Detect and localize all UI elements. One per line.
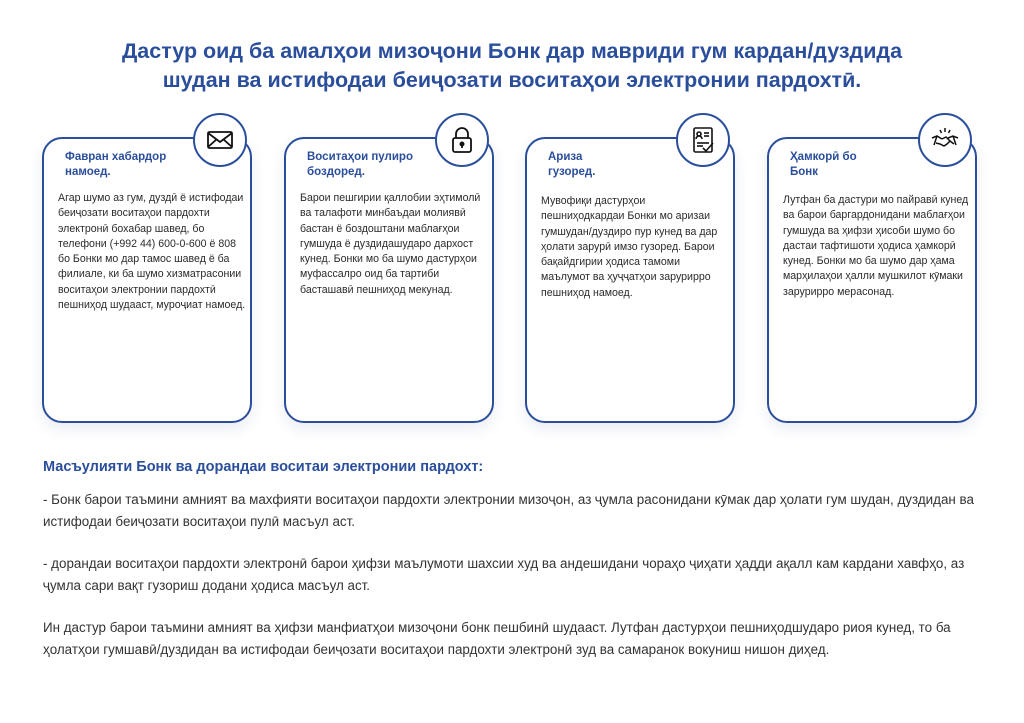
card-body: Барои пешгирии қаллобии эҳтимолӣ ва талафоти минбаъдаи молиявӣ бастан ё боздоштани маблағҳои гумшуда ё дуздидашударо дархост кунед. Бонки мо ба шумо дастурҳои муфассалро оид ба тартиби басташавӣ пешниҳод мекунад. xyxy=(300,192,481,296)
page-title xyxy=(40,37,984,95)
paragraph-summary: Ин дастур барои таъмини амният ва ҳифзи манфиатҳои мизоҷони бонк пешбинӣ шудааст. Лутфан дастурҳои пешниҳодшударо риоя кунед, то ба ҳолатҳои гумшавӣ/дуздидан ва истифодаи беиҷозати воситаҳои пардохти электронӣ зуд ва самаранок вокуниш нишон диҳед. xyxy=(43,620,951,657)
paragraph-bank-responsibility: - Бонк барои таъмини амният ва махфияти воситаҳои пардохти электронии мизоҷон, аз ҷумла расонидани кӯмак дар ҳолати гум шудан, дуздидан ва истифодаи беиҷозати воситаҳои пулӣ масъул аст. xyxy=(43,492,974,529)
step-card-application xyxy=(525,137,735,423)
step-card-block xyxy=(284,137,494,423)
lock-icon xyxy=(435,113,489,167)
card-title: Фавран хабардор намоед. xyxy=(65,151,167,178)
card-title: Ариза гузоред. xyxy=(548,151,596,178)
page-title-line-1: Дастур оид ба амалҳои мизоҷони Бонк дар мавриди гум кардан/дуздида xyxy=(121,39,903,63)
step-card-cooperate xyxy=(767,137,977,423)
envelope-icon xyxy=(193,113,247,167)
page-title-line-2: шудан ва истифодаи беиҷозати воситаҳои электронии пардохтӣ. xyxy=(162,68,862,92)
document-check-icon xyxy=(676,113,730,167)
paragraph-holder-responsibility: - дорандаи воситаҳои пардохти электронӣ барои ҳифзи маълумоти шахсии худ ва андешидани чораҳо ҷиҳати ҳадди ақалл кам кардани хавфҳо, аз ҷумла сари вақт гузориш додани ҳодиса масъул аст. xyxy=(43,556,965,593)
card-title: Ҳамкорӣ бо Бонк xyxy=(790,151,857,178)
card-body: Лутфан ба дастури мо пайравӣ кунед ва барои баргардонидани маблағҳои гумшуда ва ҳифзи ҳисоби шумо бо дастаи тафтишоти ҳодиса ҳамкорӣ кунед. Бонки мо ба шумо дар ҳама марҳилаҳои ҳалли мушкилот кӯмаки зарурирро мерасонад. xyxy=(783,194,969,298)
handshake-icon xyxy=(918,113,972,167)
card-title: Воситаҳои пулиро боздоред. xyxy=(307,151,413,178)
section-heading: Масъулияти Бонк ва дорандаи воситаи электронии пардохт: xyxy=(43,459,484,475)
step-card-notify xyxy=(42,137,252,423)
card-body: Агар шумо аз гум, дуздӣ ё истифодаи беиҷозати воситаҳои пардохти электронӣ бохабар шавед, бо телефони (+992 44) 600-0-600 ё 808 бо Бонки мо дар тамос шавед ё ба филиале, ки ба шумо хизматрасонии воситаҳои электронии пардохтӣ пешниҳод шудааст, муроҷиат намоед. xyxy=(58,192,246,312)
card-body: Мувофиқи дастурҳои пешниҳодкардаи Бонки мо аризаи гумшудан/дуздиро пур кунед ва дар ҳолати зарурӣ имзо гузоред. Барои бақайдгирии ҳодиса тамоми маълумот ва ҳуҷҷатҳои зарурирро пешниҳод намоед. xyxy=(541,195,718,299)
